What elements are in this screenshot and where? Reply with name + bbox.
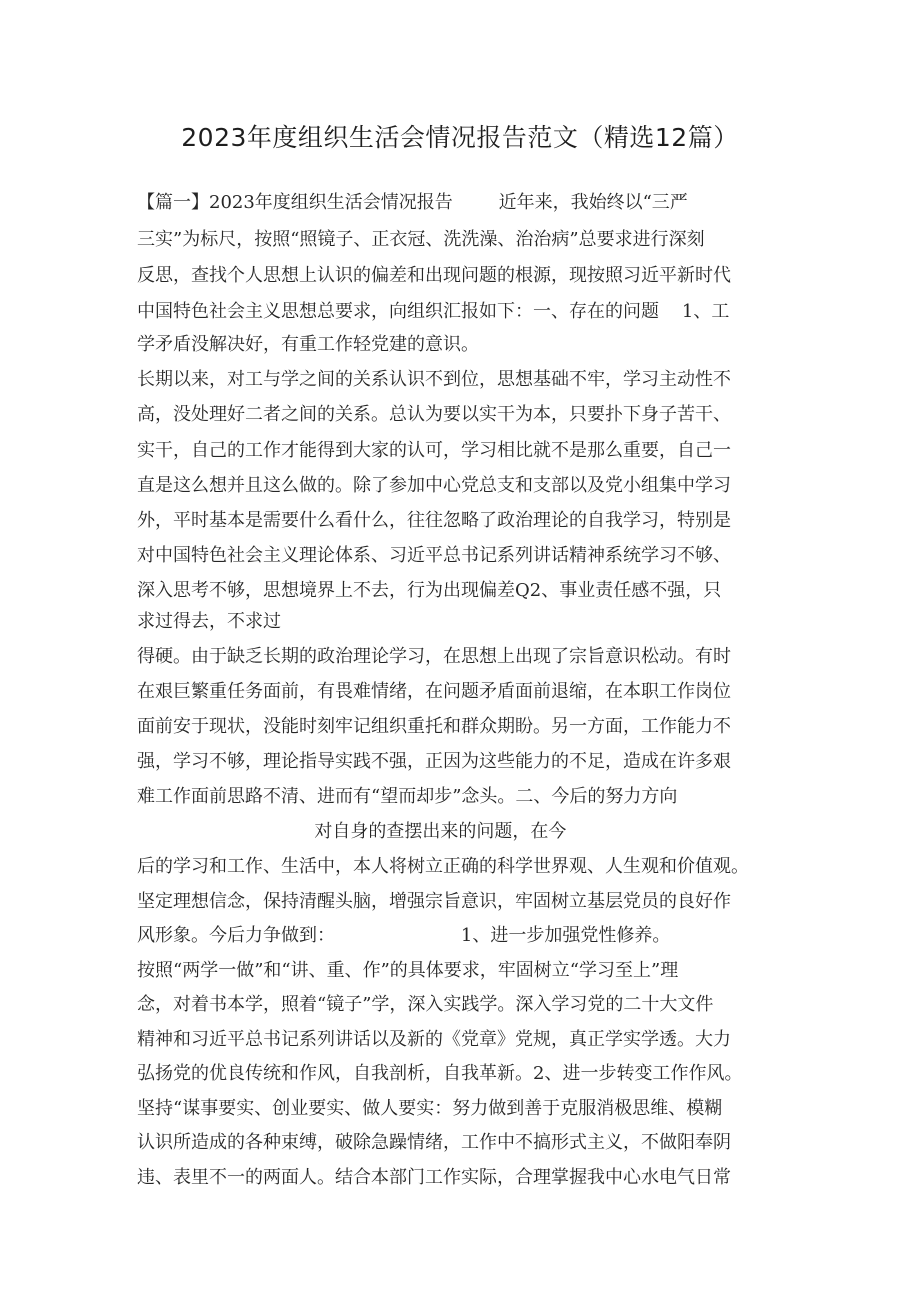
body-line: 念，对着书本学，照着“镜子”学，深入实践学。深入学习党的二十大文件 xyxy=(137,994,714,1015)
body-line: 实干，自己的工作才能得到大家的认可，学习相比就不是那么重要，自己一 xyxy=(137,440,731,461)
body-line: 认识所造成的各种束缚，破除急躁情绪，工作中不搞形式主义，不做阳奉阴 xyxy=(137,1132,731,1153)
body-line: 坚持“谋事要实、创业要实、做人要实：努力做到善于克服消极思维、模糊 xyxy=(137,1098,723,1119)
body-line: 坚定理想信念，保持清醒头脑，增强宗旨意识，牢固树立基层党员的良好作 xyxy=(137,891,731,912)
body-line: 违、表里不一的两面人。结合本部门工作实际，合理掌握我中心水电气日常 xyxy=(137,1167,731,1188)
body-line: 求过得去，不求过 xyxy=(137,611,281,632)
body-line: 风形象。今后力争做到： 1、进一步加强党性修养。 xyxy=(137,925,671,946)
body-line: 深入思考不够，思想境界上不去，行为出现偏差Q2、事业责任感不强，只 xyxy=(137,580,722,601)
body-line: 对自身的查摆出来的问题，在今 xyxy=(137,821,567,842)
document-title: 2023年度组织生活会情况报告范文（精选12篇） xyxy=(181,123,739,152)
body-line: 外，平时基本是需要什么看什么，往往忽略了政治理论的自我学习，特别是 xyxy=(137,510,731,531)
body-line: 直是这么想并且这么做的。除了参加中心党总支和支部以及党小组集中学习 xyxy=(137,475,731,496)
body-line: 强，学习不够，理论指导实践不强，正因为这些能力的不足，造成在许多艰 xyxy=(137,751,731,772)
body-line: 【篇一】2023年度组织生活会情况报告 近年来，我始终以“三严 xyxy=(137,192,688,213)
body-line: 得硬。由于缺乏长期的政治理论学习，在思想上出现了宗旨意识松动。有时 xyxy=(137,646,731,667)
body-line: 高，没处理好二者之间的关系。总认为要以实干为本，只要扑下身子苦干、 xyxy=(137,404,731,425)
body-line: 对中国特色社会主义理论体系、习近平总书记系列讲话精神系统学习不够、 xyxy=(137,545,731,566)
body-line: 反思，查找个人思想上认识的偏差和出现问题的根源，现按照习近平新时代 xyxy=(137,265,731,286)
body-line: 弘扬党的优良传统和作风，自我剖析，自我革新。2、进一步转变工作作风。 xyxy=(137,1063,743,1084)
body-line: 中国特色社会主义思想总要求，向组织汇报如下：一、存在的问题 1、工 xyxy=(137,301,730,322)
body-line: 后的学习和工作、生活中，本人将树立正确的科学世界观、人生观和价值观。 xyxy=(137,856,749,877)
body-line: 面前安于现状，没能时刻牢记组织重托和群众期盼。另一方面，工作能力不 xyxy=(137,716,731,737)
body-line: 难工作面前思路不清、进而有“望而却步”念头。二、今后的努力方向 xyxy=(137,786,678,807)
body-line: 长期以来，对工与学之间的关系认识不到位，思想基础不牢，学习主动性不 xyxy=(137,369,731,390)
body-line: 在艰巨繁重任务面前，有畏难情绪，在问题矛盾面前退缩，在本职工作岗位 xyxy=(137,681,731,702)
body-line: 学矛盾没解决好，有重工作轻党建的意识。 xyxy=(137,334,479,355)
body-line: 三实”为标尺，按照“照镜子、正衣冠、洗洗澡、治治病”总要求进行深刻 xyxy=(137,229,705,250)
body-line: 按照“两学一做”和“讲、重、作”的具体要求，牢固树立“学习至上”理 xyxy=(137,960,679,981)
body-line: 精神和习近平总书记系列讲话以及新的《党章》党规，真正学实学透。大力 xyxy=(137,1029,731,1050)
